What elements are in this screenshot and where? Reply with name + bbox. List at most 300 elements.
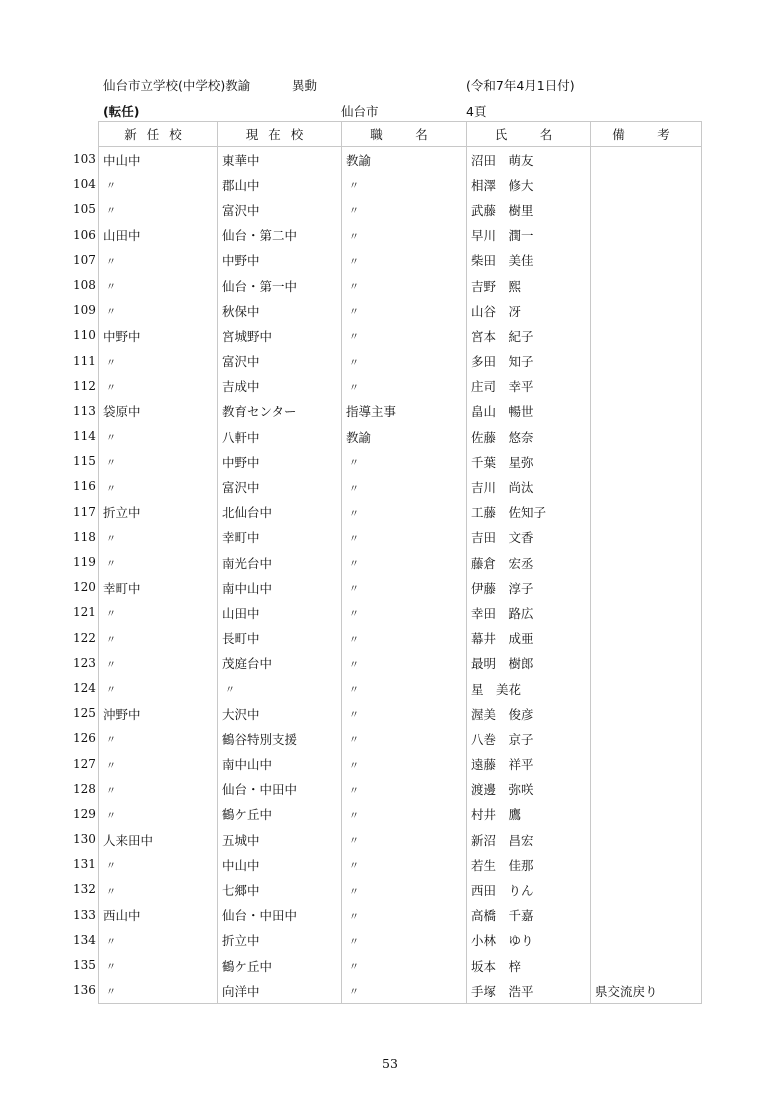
name-text: 最明 樹郎: [471, 656, 534, 672]
new-school-text: 〃: [106, 181, 116, 193]
current-school-text: 向洋中: [222, 983, 260, 999]
new-school-text: 〃: [106, 433, 116, 445]
name-cell: [467, 676, 591, 701]
name-text: 畠山 暢世: [471, 404, 534, 420]
position-text: 〃: [349, 634, 359, 646]
new-school-text: 〃: [106, 256, 116, 268]
name-cell: [467, 777, 591, 802]
position-cell: [342, 550, 467, 575]
table-row: [99, 525, 702, 550]
new-school-text: 折立中: [103, 505, 141, 521]
position-cell: [342, 978, 467, 1004]
new-school-cell: [73, 827, 218, 852]
current-school-text: 仙台・中田中: [222, 782, 298, 798]
new-school-cell: [73, 399, 218, 424]
name-text: 八巻 京子: [471, 731, 534, 747]
position-text: 教諭: [346, 152, 372, 168]
table-row: [99, 449, 702, 474]
new-school-text: 〃: [106, 861, 116, 873]
table-row: [99, 197, 702, 222]
name-cell: [467, 575, 591, 600]
current-school-cell: [218, 500, 342, 525]
current-school-cell: [218, 575, 342, 600]
name-text: 渡邊 弥咲: [471, 782, 534, 798]
new-school-cell: [73, 223, 218, 248]
position-text: 〃: [349, 282, 359, 294]
current-school-text: 山田中: [222, 605, 260, 621]
remarks-cell: [591, 449, 702, 474]
row-number: 112: [73, 378, 96, 393]
position-cell: [342, 474, 467, 499]
name-text: 相澤 修大: [471, 177, 534, 193]
name-text: 柴田 美佳: [471, 253, 534, 269]
current-school-cell: [218, 600, 342, 625]
row-number: 129: [73, 806, 96, 821]
name-cell: [467, 500, 591, 525]
new-school-cell: [73, 550, 218, 575]
position-cell: [342, 777, 467, 802]
current-school-cell: [218, 349, 342, 374]
name-text: 山谷 冴: [471, 303, 522, 319]
new-school-text: 〃: [106, 559, 116, 571]
row-number: 125: [73, 706, 96, 721]
row-number: 116: [73, 479, 96, 494]
row-number: 115: [73, 454, 96, 469]
row-number: 104: [73, 177, 96, 192]
new-school-cell: [73, 374, 218, 399]
current-school-cell: [218, 877, 342, 902]
new-school-cell: [73, 903, 218, 928]
name-text: 伊藤 淳子: [471, 580, 534, 596]
table-row: [99, 852, 702, 877]
row-number: 110: [73, 328, 96, 343]
current-school-cell: [218, 147, 342, 173]
current-school-text: 富沢中: [222, 202, 260, 218]
new-school-text: 〃: [106, 609, 116, 621]
remarks-cell: [591, 399, 702, 424]
remarks-cell: [591, 978, 702, 1004]
remarks-cell: [591, 474, 702, 499]
position-cell: [342, 248, 467, 273]
page-number: 53: [382, 1056, 398, 1071]
remarks-cell: [591, 802, 702, 827]
new-school-text: 〃: [106, 206, 116, 218]
current-school-text: 南光台中: [222, 555, 273, 571]
position-text: 教諭: [346, 429, 372, 445]
position-text: 〃: [349, 206, 359, 218]
new-school-cell: [73, 852, 218, 877]
new-school-text: 〃: [106, 307, 116, 319]
new-school-text: 〃: [106, 282, 116, 294]
new-school-cell: [73, 349, 218, 374]
name-cell: [467, 626, 591, 651]
position-text: 〃: [349, 836, 359, 848]
remarks-cell: [591, 827, 702, 852]
table-row: [99, 223, 702, 248]
new-school-text: 中山中: [103, 152, 141, 168]
current-school-cell: [218, 273, 342, 298]
name-cell: [467, 903, 591, 928]
new-school-text: 〃: [106, 735, 116, 747]
name-cell: [467, 726, 591, 751]
current-school-cell: [218, 978, 342, 1004]
table-row: [99, 172, 702, 197]
table-row: [99, 474, 702, 499]
remarks-cell: [591, 248, 702, 273]
position-cell: [342, 752, 467, 777]
current-school-cell: [218, 852, 342, 877]
position-text: 〃: [349, 256, 359, 268]
row-number: 123: [73, 655, 96, 670]
new-school-cell: [73, 323, 218, 348]
row-number: 118: [73, 529, 96, 544]
position-text: 〃: [349, 886, 359, 898]
current-school-text: 富沢中: [222, 354, 260, 370]
name-text: 佐藤 悠奈: [471, 429, 534, 445]
current-school-text: 郡山中: [222, 177, 260, 193]
column-header-name: 氏 名: [467, 122, 591, 147]
remarks-cell: [591, 374, 702, 399]
new-school-cell: [73, 147, 218, 173]
new-school-text: 〃: [106, 483, 116, 495]
position-cell: [342, 600, 467, 625]
row-number: 120: [73, 580, 96, 595]
name-cell: [467, 374, 591, 399]
new-school-cell: [73, 575, 218, 600]
position-cell: [342, 575, 467, 600]
table-header-row: [99, 122, 702, 147]
table-row: [99, 500, 702, 525]
current-school-text: 秋保中: [222, 303, 260, 319]
new-school-cell: [73, 953, 218, 978]
position-cell: [342, 500, 467, 525]
position-text: 〃: [349, 609, 359, 621]
remarks-cell: [591, 298, 702, 323]
table-row: [99, 752, 702, 777]
name-text: 沼田 萌友: [471, 152, 534, 168]
name-text: 幕井 成亜: [471, 631, 534, 647]
row-number: 111: [73, 353, 96, 368]
name-text: 小林 ゆり: [471, 933, 534, 949]
position-text: 〃: [349, 584, 359, 596]
city-label: 仙台市: [341, 104, 379, 119]
current-school-cell: [218, 701, 342, 726]
new-school-cell: [73, 802, 218, 827]
name-cell: [467, 449, 591, 474]
new-school-cell: [73, 474, 218, 499]
current-school-text: 南中山中: [222, 580, 273, 596]
name-cell: [467, 147, 591, 173]
position-text: 〃: [349, 357, 359, 369]
name-cell: [467, 525, 591, 550]
remarks-cell: [591, 600, 702, 625]
remarks-cell: [591, 349, 702, 374]
current-school-cell: [218, 953, 342, 978]
row-number: 109: [73, 303, 96, 318]
current-school-text: 七郷中: [222, 883, 260, 899]
new-school-text: 〃: [106, 533, 116, 545]
name-cell: [467, 651, 591, 676]
name-text: 宮本 紀子: [471, 328, 534, 344]
position-cell: [342, 726, 467, 751]
remarks-cell: [591, 197, 702, 222]
table-row: [99, 903, 702, 928]
new-school-cell: [73, 626, 218, 651]
position-cell: [342, 903, 467, 928]
row-number: 107: [73, 252, 96, 267]
remarks-cell: [591, 626, 702, 651]
row-number: 121: [73, 605, 96, 620]
position-cell: [342, 273, 467, 298]
table-row: [99, 928, 702, 953]
remarks-cell: [591, 575, 702, 600]
name-text: 星 美花: [471, 681, 522, 697]
name-text: 新沼 昌宏: [471, 832, 534, 848]
name-text: 藤倉 宏丞: [471, 555, 534, 571]
new-school-text: 〃: [106, 987, 116, 999]
row-number: 130: [73, 832, 96, 847]
position-cell: [342, 197, 467, 222]
column-header-remarks: 備 考: [591, 122, 702, 147]
current-school-text: 教育センター: [222, 404, 297, 420]
new-school-cell: [73, 424, 218, 449]
position-cell: [342, 928, 467, 953]
position-cell: [342, 147, 467, 173]
current-school-text: 富沢中: [222, 480, 260, 496]
new-school-text: 〃: [106, 936, 116, 948]
position-text: 〃: [349, 382, 359, 394]
new-school-text: 〃: [106, 685, 116, 697]
current-school-cell: [218, 474, 342, 499]
row-number: 131: [73, 857, 96, 872]
row-number: 122: [73, 630, 96, 645]
table-row: [99, 424, 702, 449]
current-school-text: 鶴谷特別支援: [222, 731, 298, 747]
table-row: [99, 550, 702, 575]
new-school-text: 〃: [106, 634, 116, 646]
remarks-cell: [591, 928, 702, 953]
position-cell: [342, 223, 467, 248]
new-school-text: 人来田中: [103, 832, 154, 848]
current-school-cell: [218, 298, 342, 323]
name-cell: [467, 802, 591, 827]
new-school-cell: [73, 197, 218, 222]
current-school-cell: [218, 752, 342, 777]
column-header-new-school: 新任校: [99, 122, 218, 147]
name-text: 多田 知子: [471, 354, 534, 370]
current-school-cell: [218, 323, 342, 348]
position-text: 指導主事: [346, 404, 397, 420]
current-school-text: 東華中: [222, 152, 260, 168]
table-row: [99, 399, 702, 424]
row-number: 132: [73, 882, 96, 897]
current-school-cell: [218, 550, 342, 575]
position-text: 〃: [349, 785, 359, 797]
current-school-cell: [218, 676, 342, 701]
row-number: 105: [73, 202, 96, 217]
position-cell: [342, 323, 467, 348]
position-text: 〃: [349, 810, 359, 822]
remarks-cell: [591, 676, 702, 701]
table-row: [99, 273, 702, 298]
position-text: 〃: [349, 307, 359, 319]
position-cell: [342, 172, 467, 197]
name-text: 吉川 尚汰: [471, 480, 534, 496]
current-school-cell: [218, 626, 342, 651]
position-text: 〃: [349, 508, 359, 520]
position-cell: [342, 953, 467, 978]
name-cell: [467, 978, 591, 1004]
table-row: [99, 701, 702, 726]
current-school-cell: [218, 802, 342, 827]
name-text: 村井 鷹: [471, 807, 522, 823]
position-text: 〃: [349, 458, 359, 470]
current-school-text: 折立中: [222, 933, 260, 949]
row-number: 128: [73, 781, 96, 796]
position-cell: [342, 802, 467, 827]
new-school-text: 〃: [106, 962, 116, 974]
current-school-text: 大沢中: [222, 706, 260, 722]
name-cell: [467, 928, 591, 953]
position-text: 〃: [349, 685, 359, 697]
remarks-cell: [591, 273, 702, 298]
position-cell: [342, 399, 467, 424]
position-text: 〃: [349, 332, 359, 344]
column-header-current-school: 現在校: [218, 122, 342, 147]
transfer-table: [73, 121, 702, 1004]
table-row: [99, 349, 702, 374]
position-cell: [342, 852, 467, 877]
current-school-text: 仙台・第一中: [222, 278, 298, 294]
position-text: 〃: [349, 483, 359, 495]
new-school-cell: [73, 449, 218, 474]
name-cell: [467, 424, 591, 449]
current-school-cell: [218, 928, 342, 953]
new-school-cell: [73, 248, 218, 273]
name-text: 遠藤 祥平: [471, 757, 534, 773]
current-school-text: 中山中: [222, 857, 260, 873]
row-number: 114: [73, 429, 96, 444]
position-text: 〃: [349, 559, 359, 571]
name-text: 庄司 幸平: [471, 379, 534, 395]
new-school-cell: [73, 172, 218, 197]
name-text: 吉野 熙: [471, 278, 522, 294]
new-school-cell: [73, 752, 218, 777]
table-row: [99, 777, 702, 802]
remarks-cell: [591, 953, 702, 978]
row-number: 117: [73, 504, 96, 519]
position-text: 〃: [349, 659, 359, 671]
new-school-text: 〃: [106, 458, 116, 470]
row-number: 127: [73, 756, 96, 771]
table-row: [99, 298, 702, 323]
name-cell: [467, 550, 591, 575]
table-row: [99, 651, 702, 676]
table-row: [99, 676, 702, 701]
position-text: 〃: [349, 861, 359, 873]
remarks-text: 県交流戻り: [595, 983, 658, 999]
new-school-text: 袋原中: [103, 404, 141, 420]
new-school-cell: [73, 701, 218, 726]
position-cell: [342, 877, 467, 902]
position-cell: [342, 424, 467, 449]
current-school-cell: [218, 172, 342, 197]
table-row: [99, 802, 702, 827]
new-school-text: 〃: [106, 760, 116, 772]
remarks-cell: [591, 903, 702, 928]
new-school-cell: [73, 726, 218, 751]
position-text: 〃: [349, 987, 359, 999]
current-school-cell: [218, 449, 342, 474]
remarks-cell: [591, 777, 702, 802]
name-cell: [467, 349, 591, 374]
name-text: 坂本 梓: [471, 958, 522, 974]
position-cell: [342, 701, 467, 726]
document-action: 異動: [292, 78, 318, 93]
name-cell: [467, 197, 591, 222]
name-cell: [467, 298, 591, 323]
table-row: [99, 877, 702, 902]
current-school-cell: [218, 777, 342, 802]
table-row: [99, 953, 702, 978]
name-cell: [467, 600, 591, 625]
current-school-text: 鶴ケ丘中: [222, 958, 273, 974]
name-text: 高橋 千嘉: [471, 908, 534, 924]
remarks-cell: [591, 147, 702, 173]
remarks-cell: [591, 726, 702, 751]
current-school-cell: [218, 903, 342, 928]
table-row: [99, 827, 702, 852]
new-school-text: 幸町中: [103, 580, 141, 596]
current-school-cell: [218, 726, 342, 751]
name-text: 吉田 文香: [471, 530, 534, 546]
name-text: 若生 佳那: [471, 857, 534, 873]
name-cell: [467, 877, 591, 902]
row-number: 113: [73, 403, 96, 418]
current-school-text: 中野中: [222, 253, 260, 269]
name-cell: [467, 953, 591, 978]
position-text: 〃: [349, 760, 359, 772]
remarks-cell: [591, 424, 702, 449]
new-school-cell: [73, 298, 218, 323]
current-school-cell: [218, 424, 342, 449]
current-school-text: 仙台・第二中: [222, 228, 298, 244]
row-number: 126: [73, 731, 96, 746]
current-school-cell: [218, 525, 342, 550]
name-cell: [467, 323, 591, 348]
row-number: 108: [73, 277, 96, 292]
current-school-text: 八軒中: [222, 429, 260, 445]
remarks-cell: [591, 223, 702, 248]
row-number: 119: [73, 555, 96, 569]
current-school-cell: [218, 399, 342, 424]
current-school-text: 南中山中: [222, 757, 273, 773]
position-cell: [342, 349, 467, 374]
position-cell: [342, 298, 467, 323]
current-school-text: 〃: [225, 685, 235, 697]
current-school-cell: [218, 651, 342, 676]
name-cell: [467, 827, 591, 852]
remarks-cell: [591, 172, 702, 197]
row-number: 135: [73, 958, 96, 972]
table-row: [99, 248, 702, 273]
position-cell: [342, 374, 467, 399]
position-text: 〃: [349, 962, 359, 974]
current-school-text: 鶴ケ丘中: [222, 807, 273, 823]
name-text: 工藤 佐知子: [471, 505, 547, 521]
remarks-cell: [591, 550, 702, 575]
position-text: 〃: [349, 231, 359, 243]
